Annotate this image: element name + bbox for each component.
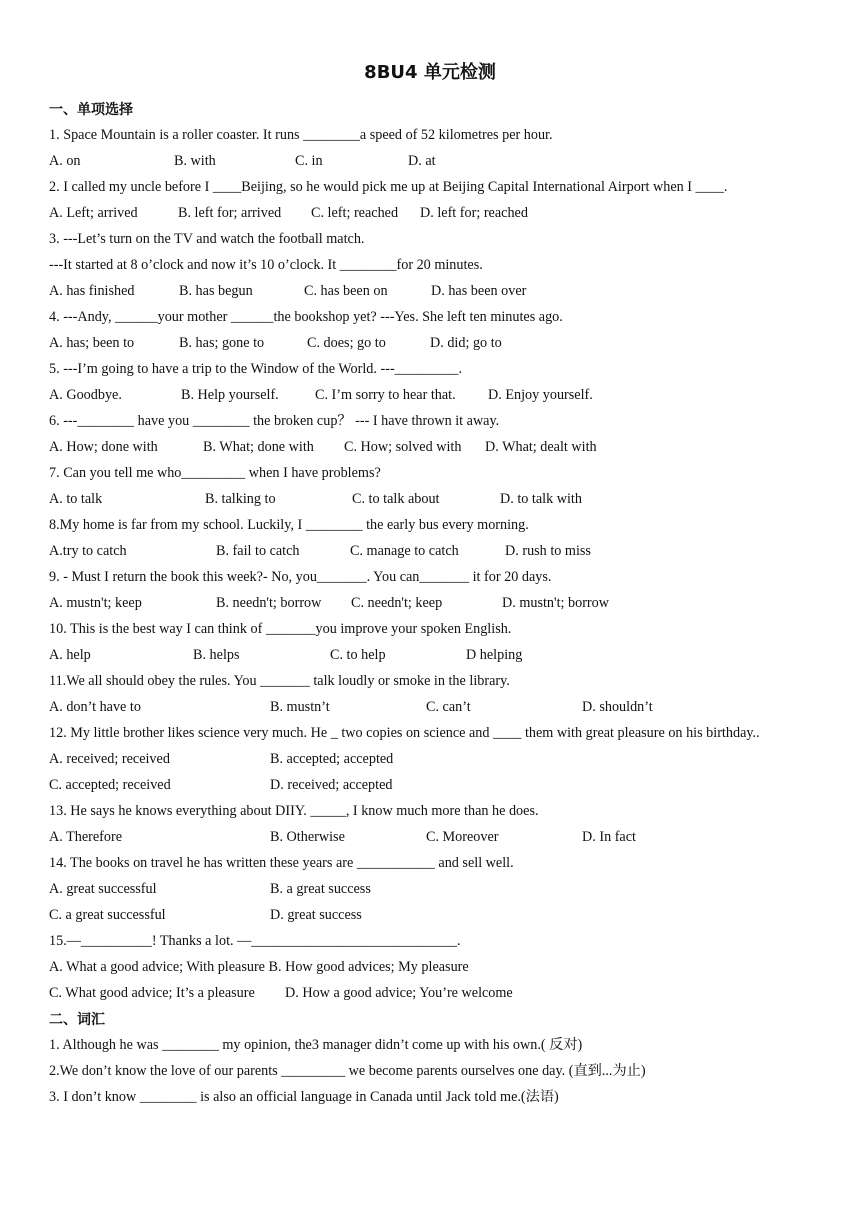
- question-3-line-2: ---It started at 8 o’clock and now it’s 10 o’clock. It ________for 20 minutes.: [49, 257, 483, 273]
- question-2: 2. I called my uncle before I ____Beijing, so he would pick me up at Beijing Capital International Airport when I ____.: [49, 179, 728, 195]
- option-9b: B. needn't; borrow: [216, 595, 322, 611]
- vocab-2: 2.We don’t know the love of our parents _________ we become parents ourselves one day. (直到...为止): [49, 1063, 646, 1079]
- option-10b: B. helps: [193, 647, 240, 663]
- option-5b: B. Help yourself.: [181, 387, 279, 403]
- option-7c: C. to talk about: [352, 491, 440, 507]
- option-8c: C. manage to catch: [350, 543, 459, 559]
- option-2b: B. left for; arrived: [178, 205, 282, 221]
- option-7b: B. talking to: [205, 491, 276, 507]
- option-12b: B. accepted; accepted: [270, 751, 394, 767]
- question-9: 9. - Must I return the book this week?- No, you_______. You can_______ it for 20 days.: [49, 569, 552, 585]
- option-14c: C. a great successful: [49, 907, 166, 923]
- option-7a: A. to talk: [49, 491, 103, 507]
- option-11a: A. don’t have to: [49, 699, 141, 715]
- question-7: 7. Can you tell me who_________ when I have problems?: [49, 465, 381, 481]
- question-4: 4. ---Andy, ______your mother ______the bookshop yet? ---Yes. She left ten minutes ago.: [49, 309, 563, 325]
- option-7d: D. to talk with: [500, 491, 582, 507]
- option-14b: B. a great success: [270, 881, 371, 897]
- option-8a: A.try to catch: [49, 543, 127, 559]
- option-13d: D. In fact: [582, 829, 636, 845]
- question-14: 14. The books on travel he has written these years are ___________ and sell well.: [49, 855, 514, 871]
- option-11c: C. can’t: [426, 699, 471, 715]
- option-11d: D. shouldn’t: [582, 699, 653, 715]
- option-1d: D. at: [408, 153, 436, 169]
- option-13b: B. Otherwise: [270, 829, 345, 845]
- option-2c: C. left; reached: [311, 205, 399, 221]
- question-5: 5. ---I’m going to have a trip to the Window of the World. ---_________.: [49, 361, 463, 377]
- option-11b: B. mustn’t: [270, 699, 330, 715]
- option-13a: A. Therefore: [49, 829, 123, 845]
- option-3a: A. has finished: [49, 283, 135, 299]
- option-13c: C. Moreover: [426, 829, 499, 845]
- question-13: 13. He says he knows everything about DIIY. _____, I know much more than he does.: [49, 803, 539, 819]
- question-10: 10. This is the best way I can think of _______you improve your spoken English.: [49, 621, 512, 637]
- option-15ab: A. What a good advice; With pleasure B. How good advices; My pleasure: [49, 959, 469, 975]
- option-3b: B. has begun: [179, 283, 253, 299]
- option-14a: A. great successful: [49, 881, 157, 897]
- option-1c: C. in: [295, 153, 323, 169]
- option-4a: A. has; been to: [49, 335, 135, 351]
- option-6b: B. What; done with: [203, 439, 314, 455]
- option-9d: D. mustn't; borrow: [502, 595, 609, 611]
- option-9a: A. mustn't; keep: [49, 595, 142, 611]
- option-2d: D. left for; reached: [420, 205, 528, 221]
- option-14d: D. great success: [270, 907, 362, 923]
- vocab-1: 1. Although he was ________ my opinion, the3 manager didn’t come up with his own.( 反对): [49, 1037, 583, 1053]
- page-title: 8BU4 单元检测: [364, 62, 496, 83]
- option-5d: D. Enjoy yourself.: [488, 387, 593, 403]
- question-3-line-1: 3. ---Let’s turn on the TV and watch the football match.: [49, 231, 365, 247]
- question-6: 6. ---________ have you ________ the broken cup？ --- I have thrown it away.: [49, 413, 500, 429]
- option-10a: A. help: [49, 647, 91, 663]
- option-1a: A. on: [49, 153, 81, 169]
- option-5a: A. Goodbye.: [49, 387, 122, 403]
- option-3c: C. has been on: [304, 283, 388, 299]
- option-15d: D. How a good advice; You’re welcome: [285, 985, 513, 1001]
- section-heading-vocabulary: 二、词汇: [49, 1012, 105, 1028]
- option-12c: C. accepted; received: [49, 777, 171, 793]
- question-8: 8.My home is far from my school. Luckily, I ________ the early bus every morning.: [49, 517, 529, 533]
- question-11: 11.We all should obey the rules. You _______ talk loudly or smoke in the library.: [49, 673, 510, 689]
- option-12d: D. received; accepted: [270, 777, 393, 793]
- option-5c: C. I’m sorry to hear that.: [315, 387, 456, 403]
- option-4b: B. has; gone to: [179, 335, 265, 351]
- option-6a: A. How; done with: [49, 439, 158, 455]
- option-8b: B. fail to catch: [216, 543, 300, 559]
- question-12: 12. My little brother likes science very much. He _ two copies on science and ____ them with great pleasure on his birthday..: [49, 725, 760, 741]
- section-heading-choice: 一、单项选择: [49, 102, 133, 118]
- option-10d: D helping: [466, 647, 523, 663]
- option-6d: D. What; dealt with: [485, 439, 597, 455]
- option-8d: D. rush to miss: [505, 543, 591, 559]
- option-2a: A. Left; arrived: [49, 205, 138, 221]
- option-4d: D. did; go to: [430, 335, 502, 351]
- vocab-3: 3. I don’t know ________ is also an official language in Canada until Jack told me.(法语): [49, 1089, 559, 1105]
- question-1: 1. Space Mountain is a roller coaster. It runs ________a speed of 52 kilometres per hour.: [49, 127, 553, 143]
- option-6c: C. How; solved with: [344, 439, 462, 455]
- option-12a: A. received; received: [49, 751, 170, 767]
- option-15c: C. What good advice; It’s a pleasure: [49, 985, 255, 1001]
- question-15: 15.—__________! Thanks a lot. —_____________________________.: [49, 933, 461, 949]
- option-9c: C. needn't; keep: [351, 595, 443, 611]
- option-3d: D. has been over: [431, 283, 527, 299]
- option-4c: C. does; go to: [307, 335, 386, 351]
- option-1b: B. with: [174, 153, 216, 169]
- option-10c: C. to help: [330, 647, 386, 663]
